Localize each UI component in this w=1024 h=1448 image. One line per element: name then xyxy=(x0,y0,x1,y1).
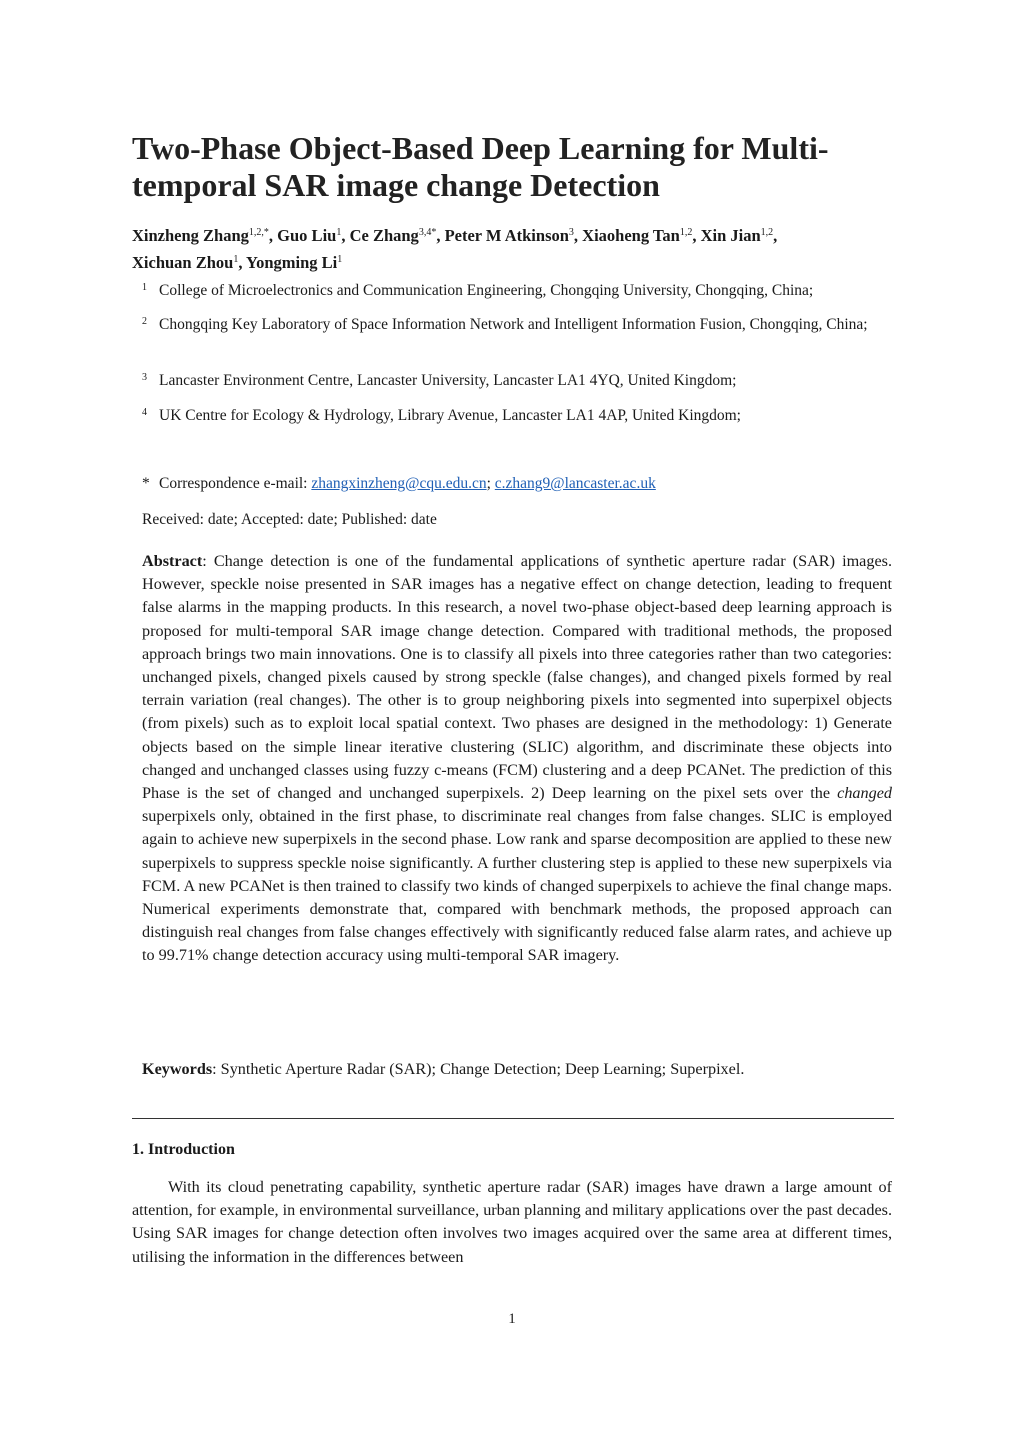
author: Xiaoheng Tan$^{1,2}$, xyxy=(582,226,701,245)
affiliation-text: College of Microelectronics and Communication Engineering, Chongqing University, Chongqing, China; xyxy=(159,282,814,299)
abstract: Abstract: Change detection is one of the fundamental applications of synthetic aperture radar (SAR) images. However, speckle noise presented in SAR images has a negative effect on change detection, leading to frequent false alarms in the mapping products. In this research, a novel two-phase object-based deep learning approach is proposed for multi-temporal SAR image change detection. Compared with traditional methods, the proposed approach brings two main innovations. One is to classify all pixels into three categories rather than two categories: unchanged pixels, changed pixels caused by strong speckle (false changes), and changed pixels formed by real terrain variation (real changes). The other is to group neighboring pixels into segmented into superpixel objects (from pixels) such as to exploit local spatial context. Two phases are designed in the methodology: 1) Generate objects based on the simple linear iterative clustering (SLIC) algorithm, and discriminate these objects into changed and unchanged classes using fuzzy c-means (FCM) clustering and a deep PCANet. The prediction of this Phase is the set of changed and unchanged superpixels. 2) Deep learning on the pixel sets over the changed superpixels only, obtained in the first phase, to discriminate real changes from false changes. SLIC is employed again to achieve new superpixels in the second phase. Low rank and sparse decomposition are applied to these new superpixels to suppress speckle noise significantly. A further clustering step is applied to these new superpixels via FCM. A new PCANet is then trained to classify two kinds of changed superpixels to achieve the final change maps. Numerical experiments demonstrate that, compared with benchmark methods, the proposed approach can distinguish real changes from false changes effectively with significantly reduced false alarm rates, and achieve up to 99.71% change detection accuracy using multi-temporal SAR imagery. xyxy=(142,552,892,965)
affiliation-text: Lancaster Environment Centre, Lancaster University, Lancaster LA1 4YQ, United Kingdom; xyxy=(159,372,737,389)
email-link-2[interactable]: c.zhang9@lancaster.ac.uk xyxy=(494,475,656,492)
abstract-label: Abstract xyxy=(142,552,203,570)
page-number: 1 xyxy=(508,1311,516,1327)
author: Yongming Li$^1$ xyxy=(245,253,343,272)
author: Xin Jian$^{1,2}$, xyxy=(700,226,778,245)
keywords: Keywords: Synthetic Aperture Radar (SAR); Change Detection; Deep Learning; Superpixel. xyxy=(142,1060,745,1078)
affiliation-2 xyxy=(142,313,892,336)
author: Guo Liu$^1$, xyxy=(277,226,350,245)
affiliation-text: Chongqing Key Laboratory of Space Information Network and Intelligent Information Fusion, Chongqing, China; xyxy=(159,316,868,333)
section-heading: 1. Introduction xyxy=(132,1141,235,1158)
abstract-emphasis: changed xyxy=(837,784,892,803)
publication-dates: Received: date; Accepted: date; Published: date xyxy=(142,511,437,528)
email-link-1[interactable]: zhangxinzheng@cqu.edu.cn xyxy=(311,475,487,492)
correspondence: * Correspondence e-mail: zhangxinzheng@cqu.edu.cn; c.zhang9@lancaster.ac.uk xyxy=(142,472,892,495)
affiliation-number: 1 xyxy=(142,282,147,293)
correspondence-marker: * xyxy=(142,475,150,492)
paper-title: Two-Phase Object-Based Deep Learning for Multi-temporal SAR image change Detection xyxy=(132,130,829,203)
affiliation-number: 4 xyxy=(142,407,147,418)
affiliation-number: 2 xyxy=(142,316,147,327)
section-divider xyxy=(132,1118,894,1119)
correspondence-label: Correspondence e-mail: xyxy=(159,475,312,492)
author: Ce Zhang$^{3,4*}$, xyxy=(349,226,445,245)
keywords-label: Keywords xyxy=(142,1060,213,1078)
author-list xyxy=(132,222,892,276)
affiliation-number: 3 xyxy=(142,372,147,383)
affiliation-4 xyxy=(142,404,892,427)
affiliation-text: UK Centre for Ecology & Hydrology, Library Avenue, Lancaster LA1 4AP, United Kingdom; xyxy=(159,407,741,424)
author: Xichuan Zhou$^1$, xyxy=(132,253,246,272)
author: Xinzheng Zhang$^{1,2,*}$, xyxy=(132,226,278,245)
author: Peter M Atkinson$^3$, xyxy=(444,226,583,245)
affiliation-1 xyxy=(142,279,892,302)
intro-paragraph: With its cloud penetrating capability, synthetic aperture radar (SAR) images have drawn a large amount of attention, for example, in environmental surveillance, urban planning and military applications over the past decades. Using SAR images for change detection often involves two images acquired over the same area at different times, utilising the information in the differences between xyxy=(132,1178,892,1266)
affiliation-3 xyxy=(142,369,892,392)
